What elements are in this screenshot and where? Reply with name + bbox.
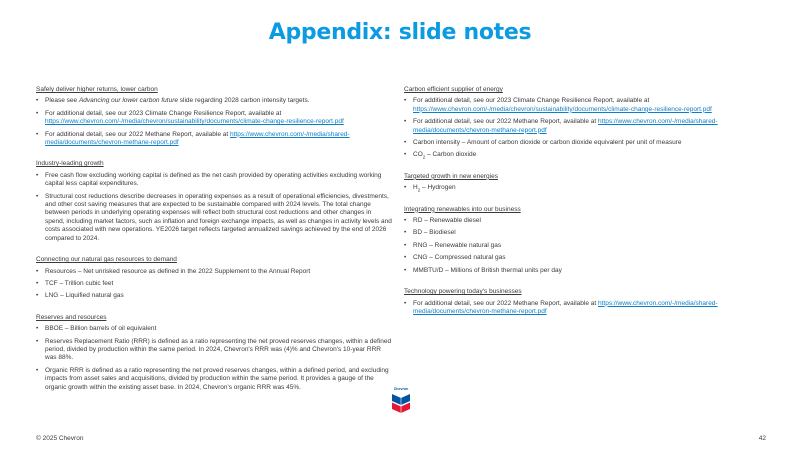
chevron-hallmark-icon [390, 387, 412, 417]
section-heading: Carbon efficient supplier of energy [404, 86, 503, 93]
bullet-list [36, 325, 392, 392]
bullet-item: • Organic RRR is defined as a ratio representing the net proved reserves changes, within a defined period, and excluding impacts from asset sales and acquisitions, divided by production within the same period. It provides a gauge of the organic growth within the existing asset base. In 2024, Chevron's organic RRR was 45%. [36, 367, 392, 392]
section-new-energies [404, 173, 768, 193]
section-heading: Integrating renewables into our business [404, 205, 521, 213]
section-renewables [404, 206, 768, 275]
bullet-item: • RNG – Renewable natural gas [404, 242, 768, 250]
page-title: Appendix: slide notes [268, 20, 532, 45]
italic-slide-title: Advancing our lower carbon future [78, 97, 178, 105]
methane-report-link[interactable]: https://www.chevron.com/-/media/shared-media/documents/chevron-methane-report.pdf [413, 118, 718, 134]
bullet-item: • TCF – Trillion cubic feet [36, 280, 392, 288]
left-column [36, 86, 392, 405]
bullet-list [404, 217, 768, 275]
bullet-item: • BBOE – Billion barrels of oil equivalent [36, 325, 392, 333]
bullet-item: • Free cash flow excluding working capital is defined as the net cash provided by operating activities excluding working capital less capital expenditures. [36, 172, 392, 189]
bullet-item: • For additional detail, see our 2022 Methane Report, available at https://www.chevron.com/-/media/shared-media/documents/chevron-methane-report.pdf [404, 300, 768, 317]
section-safely-deliver [36, 86, 392, 147]
bullet-item: • Carbon intensity – Amount of carbon dioxide or carbon dioxide equivalent per unit of measure [404, 139, 768, 147]
bullet-list [36, 268, 392, 301]
bullet-item: • For additional detail, see our 2023 Climate Change Resilience Report, available at https://www.chevron.com/-/media/chevron/sustainability/documents/climate-change-resilience-report.pdf [404, 97, 768, 114]
bullet-list [404, 300, 768, 317]
chevron-logo [390, 387, 412, 417]
page-number: 42 [758, 435, 766, 442]
bullet-list [36, 172, 392, 243]
bullet-item: • $CO_2$ – Carbon dioxide [404, 151, 768, 159]
section-heading: Technology powering today's businesses [404, 288, 522, 296]
bullet-item: • RD – Renewable diesel [404, 217, 768, 225]
right-column [404, 86, 768, 329]
bullet-item: • For additional detail, see our 2022 Methane Report, available at https://www.chevron.com/-/media/shared-media/documents/chevron-methane-report.pdf [36, 131, 392, 148]
methane-report-link[interactable]: https://www.chevron.com/-/media/shared-media/documents/chevron-methane-report.pdf [45, 130, 350, 147]
bullet-item: • Resources – Net unrisked resource as defined in the 2022 Supplement to the Annual Report [36, 268, 392, 276]
copyright: © 2025 Chevron [36, 435, 84, 442]
logo-wordmark: Chevron [393, 387, 409, 391]
climate-report-link[interactable]: https://www.chevron.com/-/media/chevron/sustainability/documents/climate-change-resilience-report.pdf [413, 105, 712, 113]
bullet-item: • CNG – Compressed natural gas [404, 254, 768, 262]
bullet-item: • For additional detail, see our 2023 Climate Change Resilience Report, available at https://www.chevron.com/-/media/chevron/sustainability/documents/climate-change-resilience-report.pdf [36, 110, 392, 127]
section-natural-gas [36, 256, 392, 301]
section-heading: Connecting our natural gas resources to demand [36, 256, 177, 264]
bullet-item: • MMBTU/D – Millions of British thermal units per day [404, 267, 768, 275]
methane-report-link[interactable]: https://www.chevron.com/-/media/shared-media/documents/chevron-methane-report.pdf [413, 299, 718, 315]
bullet-item: • LNG – Liquified natural gas [36, 292, 392, 300]
climate-report-link[interactable]: https://www.chevron.com/-/media/chevron/sustainability/documents/climate-change-resilience-report.pdf [45, 118, 344, 126]
bullet-item: • Structural cost reductions describe decreases in operating expenses as a result of operational efficiencies, divestments, and other cost saving measures that are expected to be sustainable compared with 2024 levels. The total change between periods in underlying operating expenses will reflect both structural cost reductions and other changes in spend, including market factors, such as inflation and foreign exchange impacts, as well as changes in activity levels and costs associated with new operations. YE2026 target reflects targeted annualized savings achieved by the end of 2026 compared to 2024. [36, 193, 392, 243]
bullet-item: • Reserves Replacement Ratio (RRR) is defined as a ratio representing the net proved reserves changes, within a defined period, divided by production within the same period. In 2024, Chevron's RRR was (4)% and Chevron's 10-year RRR was 88%. [36, 338, 392, 363]
bullet-item: • $H_2$ – Hydrogen [404, 184, 768, 192]
bullet-list [404, 97, 768, 159]
section-heading: Targeted growth in new energies [404, 172, 498, 180]
section-technology [404, 288, 768, 316]
bullet-item: • For additional detail, see our 2022 Methane Report, available at https://www.chevron.com/-/media/shared-media/documents/chevron-methane-report.pdf [404, 118, 768, 135]
bullet-item: • BD – Biodiesel [404, 229, 768, 237]
bullet-list [36, 97, 392, 147]
section-reserves [36, 314, 392, 392]
section-heading: Safely deliver higher returns, lower carbon [36, 86, 158, 93]
bullet-item: • Please see Advancing our lower carbon future slide regarding 2028 carbon intensity targets. [36, 97, 392, 105]
section-carbon-efficient [404, 86, 768, 160]
section-heading: Industry-leading growth [36, 160, 104, 168]
section-heading: Reserves and resources [36, 313, 107, 321]
section-industry-growth [36, 160, 392, 243]
bullet-list [404, 184, 768, 192]
